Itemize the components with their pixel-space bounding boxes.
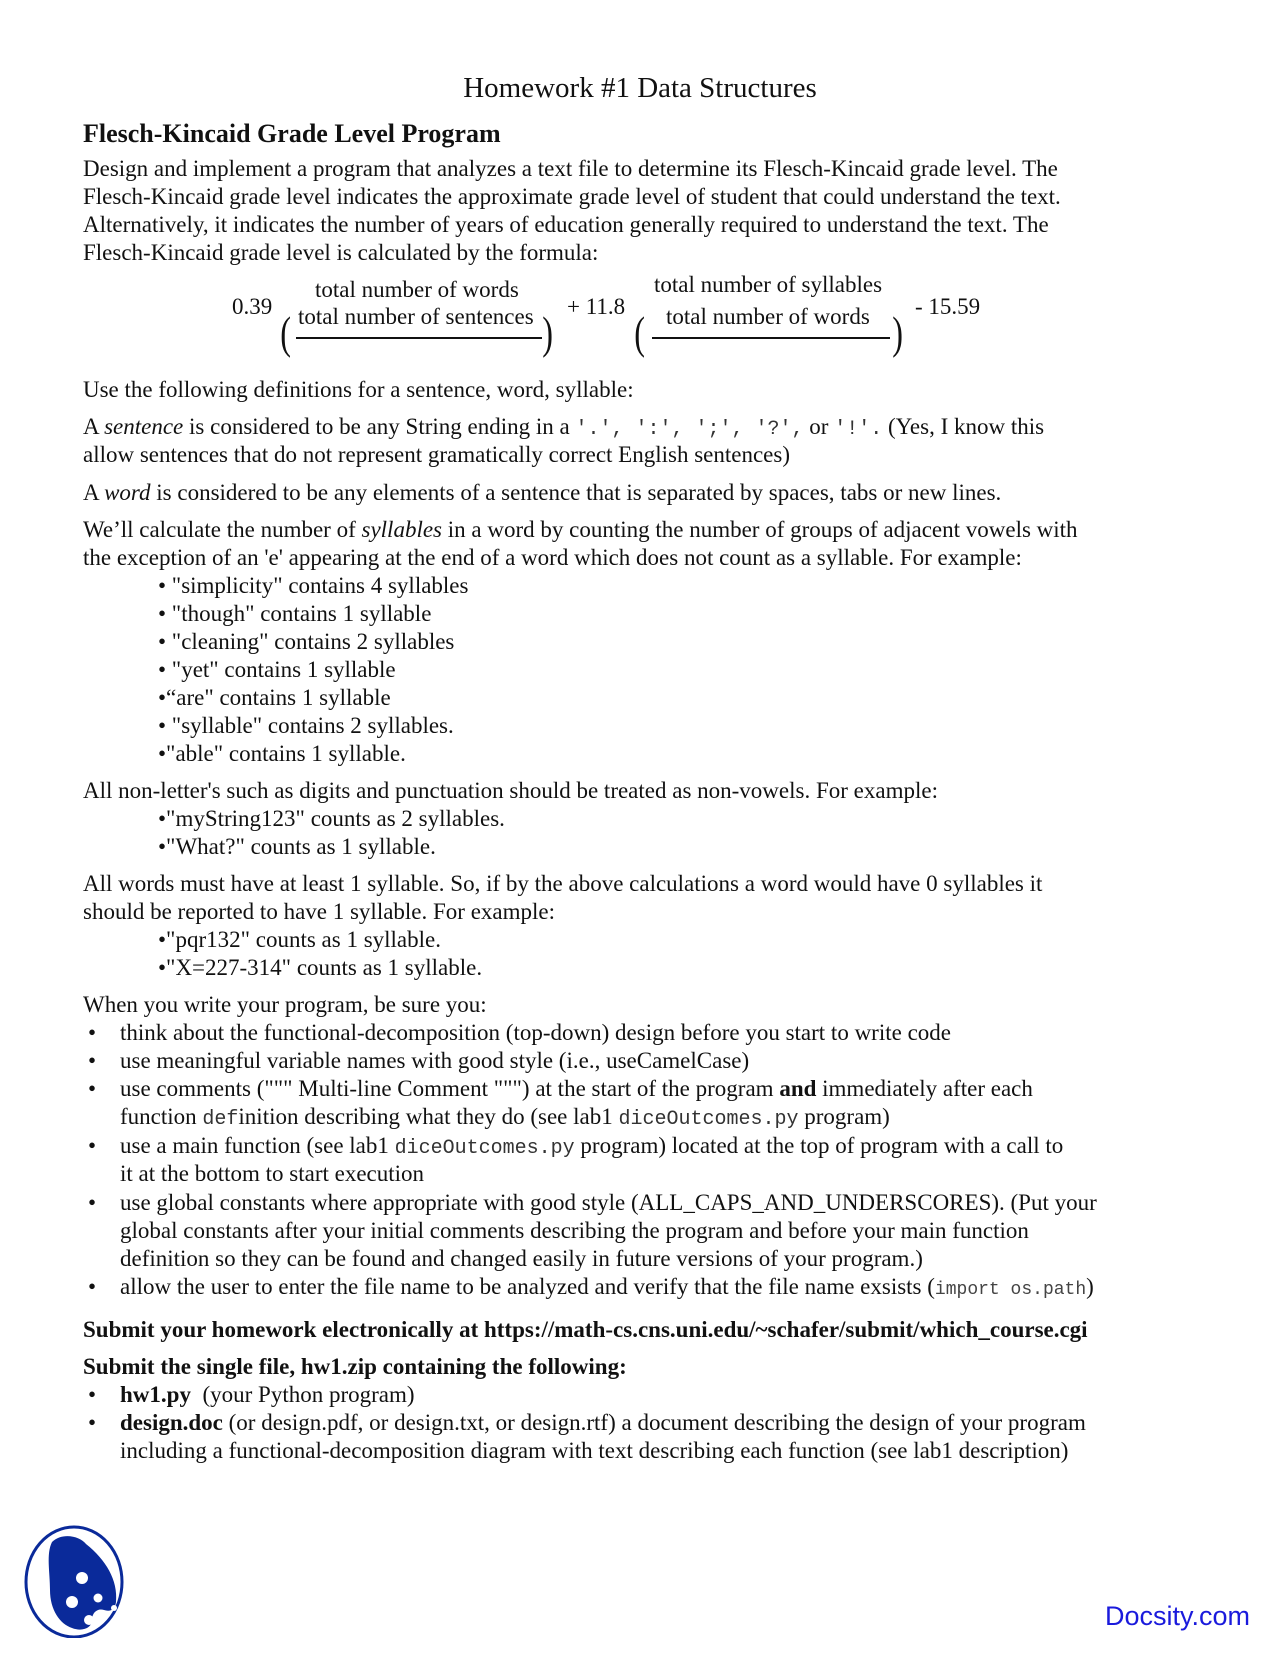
word-definition xyxy=(83,478,1001,507)
requirement-item: use meaningful variable names with good style (i.e., useCamelCase) xyxy=(120,1048,750,1073)
deliverable-item xyxy=(120,1380,415,1409)
list-item: • "though" contains 1 syllable xyxy=(158,601,432,626)
term-word: word xyxy=(104,480,151,505)
text: We’ll calculate the number of xyxy=(83,517,362,542)
text: (your Python program) xyxy=(190,1382,415,1407)
docsity-logo-icon xyxy=(22,1520,130,1638)
term-sentence: sentence xyxy=(104,414,184,439)
definitions-intro: Use the following definitions for a sentence, word, syllable: xyxy=(83,377,634,402)
list-item: •“are" contains 1 syllable xyxy=(158,685,391,710)
intro-line: Flesch-Kincaid grade level is calculated by the formula: xyxy=(83,240,599,265)
bullet-icon: • xyxy=(88,1076,97,1101)
filename: design.doc xyxy=(120,1410,223,1435)
code: def xyxy=(202,1108,239,1131)
requirement-item-line3: definition so they can be found and changed easily in future versions of your program.) xyxy=(120,1246,923,1271)
text: program) xyxy=(798,1104,890,1129)
syllable-definition xyxy=(83,515,1078,544)
text: use comments (""" Multi-line Comment """) at the start of the program xyxy=(120,1076,780,1101)
requirement-item-line2: it at the bottom to start execution xyxy=(120,1161,425,1186)
text: immediately after each xyxy=(816,1076,1033,1101)
formula-coef1: 0.39 xyxy=(232,294,273,319)
formula-minus: - 15.59 xyxy=(915,294,981,319)
text: A xyxy=(83,480,105,505)
emphasis: and xyxy=(779,1076,817,1101)
nonletter-intro: All non-letter's such as digits and punctuation should be treated as non-vowels. For example: xyxy=(83,778,938,803)
submit-file-line: Submit the single file, hw1.zip containing the following: xyxy=(83,1354,627,1379)
bullet-icon: • xyxy=(88,1410,97,1435)
bullet-icon: • xyxy=(88,1382,97,1407)
min-syllable-line: should be reported to have 1 syllable. For example: xyxy=(83,899,556,924)
requirement-item-line2: global constants after your initial comments describing the program and before your main function xyxy=(120,1218,1029,1243)
requirement-item-line2 xyxy=(120,1102,890,1134)
frac1-line xyxy=(296,337,542,339)
list-item: • "cleaning" contains 2 syllables xyxy=(158,629,455,654)
list-item: • "yet" contains 1 syllable xyxy=(158,657,396,682)
document-title: Homework #1 Data Structures xyxy=(463,72,817,104)
list-item: •"pqr132" counts as 1 syllable. xyxy=(158,927,441,952)
frac1-denominator: total number of sentences xyxy=(298,304,534,329)
requirement-item: use global constants where appropriate with good style (ALL_CAPS_AND_UNDERSCORES). (Put your xyxy=(120,1190,1097,1215)
text: or xyxy=(803,414,835,439)
list-item: • "simplicity" contains 4 syllables xyxy=(158,573,469,598)
deliverable-item-line2: including a functional-decomposition diagram with text describing each function (see lab1 description) xyxy=(120,1438,1069,1463)
left-paren-2: ( xyxy=(634,307,646,358)
text: function xyxy=(120,1104,203,1129)
bullet-icon: • xyxy=(88,1190,97,1215)
text: (Yes, I know this xyxy=(882,414,1045,439)
docsity-brand-text: Docsity.com xyxy=(1105,1601,1251,1631)
min-syllable-line: All words must have at least 1 syllable. So, if by the above calculations a word would have 0 syllables it xyxy=(83,871,1043,896)
text: ) xyxy=(1086,1274,1094,1299)
code: import os.path xyxy=(934,1280,1087,1300)
code: diceOutcomes.py xyxy=(618,1108,799,1131)
frac2-denominator: total number of words xyxy=(666,304,870,329)
intro-line: Flesch-Kincaid grade level indicates the approximate grade level of student that could understand the text. xyxy=(83,184,1061,209)
text: inition describing what they do (see lab1 xyxy=(238,1104,619,1129)
deliverable-item xyxy=(120,1408,1086,1437)
right-paren-2: ) xyxy=(892,307,904,358)
frac2-numerator: total number of syllables xyxy=(654,272,883,297)
code: diceOutcomes.py xyxy=(394,1137,575,1160)
frac2-line xyxy=(652,337,890,339)
formula-plus: + 11.8 xyxy=(567,294,626,319)
sentence-definition-line2: allow sentences that do not represent gramatically correct English sentences) xyxy=(83,442,790,467)
requirement-item: think about the functional-decomposition (top-down) design before you start to write code xyxy=(120,1020,951,1045)
bullet-icon: • xyxy=(88,1048,97,1073)
intro-line: Alternatively, it indicates the number of years of education generally required to understand the text. The xyxy=(83,212,1049,237)
list-item: • "syllable" contains 2 syllables. xyxy=(158,713,454,738)
requirements-intro: When you write your program, be sure you: xyxy=(83,992,487,1017)
syllable-definition-line2: the exception of an 'e' appearing at the end of a word which does not count as a syllable. For example: xyxy=(83,545,1022,570)
requirement-item xyxy=(120,1074,1033,1103)
text: in a word by counting the number of groups of adjacent vowels with xyxy=(442,517,1078,542)
sentence-terminators: '.', ':', ';', '?', xyxy=(575,418,804,441)
list-item: •"myString123" counts as 2 syllables. xyxy=(158,806,505,831)
bullet-icon: • xyxy=(88,1274,97,1299)
text: allow the user to enter the file name to be analyzed and verify that the file name exsists ( xyxy=(120,1274,935,1299)
text: is considered to be any String ending in a xyxy=(183,414,576,439)
text: (or design.pdf, or design.txt, or design.rtf) a document describing the design of your program xyxy=(222,1410,1086,1435)
text: A xyxy=(83,414,105,439)
filename: hw1.py xyxy=(120,1382,191,1407)
text: program) located at the top of program with a call to xyxy=(574,1133,1064,1158)
term-syllables: syllables xyxy=(361,517,442,542)
bullet-icon: • xyxy=(88,1020,97,1045)
list-item: •"X=227-314" counts as 1 syllable. xyxy=(158,955,483,980)
left-paren-1: ( xyxy=(280,307,292,358)
requirement-item xyxy=(120,1272,1094,1305)
bullet-icon: • xyxy=(88,1133,97,1158)
intro-line: Design and implement a program that analyzes a text file to determine its Flesch-Kincaid grade level. The xyxy=(83,156,1058,181)
right-paren-1: ) xyxy=(542,307,554,358)
frac1-numerator: total number of words xyxy=(315,277,519,302)
section-heading: Flesch-Kincaid Grade Level Program xyxy=(83,119,501,148)
exclamation-terminator: '!'. xyxy=(834,418,883,441)
text: use a main function (see lab1 xyxy=(120,1133,395,1158)
list-item: •"able" contains 1 syllable. xyxy=(158,741,406,766)
text: is considered to be any elements of a sentence that is separated by spaces, tabs or new lines. xyxy=(150,480,1002,505)
submit-url-line: Submit your homework electronically at https://math-cs.cns.uni.edu/~schafer/submit/which_course.cgi xyxy=(83,1317,1088,1342)
list-item: •"What?" counts as 1 syllable. xyxy=(158,834,436,859)
